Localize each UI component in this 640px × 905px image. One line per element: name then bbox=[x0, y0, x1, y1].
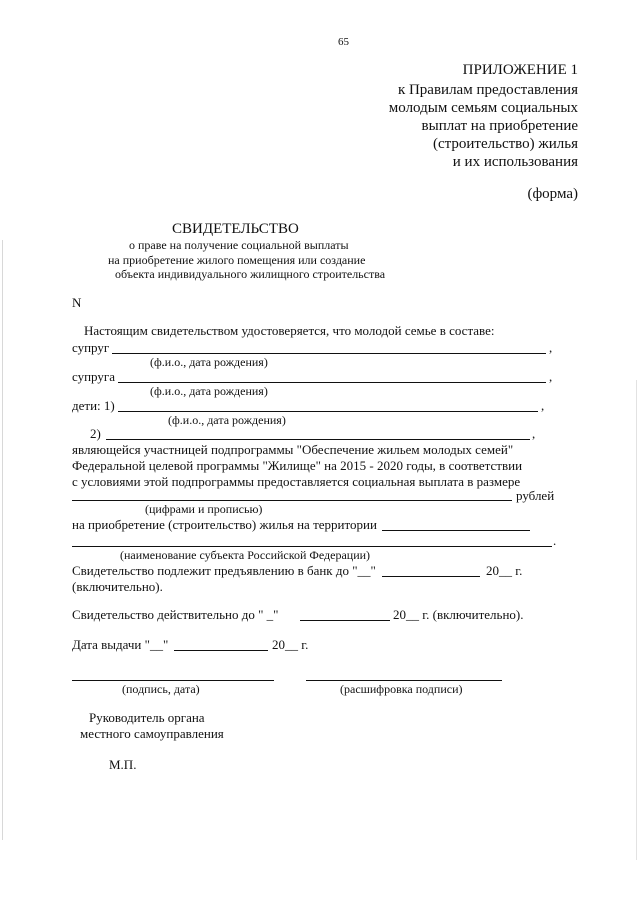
certificate-title: СВИДЕТЕЛЬСТВО bbox=[172, 221, 299, 237]
child2-input-line[interactable] bbox=[106, 439, 530, 440]
signature-input-line[interactable] bbox=[72, 680, 274, 681]
certificate-number-label: N bbox=[72, 295, 82, 310]
certificate-subtitle-3: объекта индивидуального жилищного строительства bbox=[115, 267, 386, 281]
intro-text: Настоящим свидетельством удостоверяется, что молодой семье в составе: bbox=[84, 323, 495, 338]
territory-label: на приобретение (строительство) жилья на территории bbox=[72, 517, 377, 532]
scan-edge-right bbox=[636, 380, 637, 860]
program-line-1: являющейся участницей подпрограммы "Обеспечение жильем молодых семей" bbox=[72, 442, 514, 457]
valid-until-text: Свидетельство действительно до " _" bbox=[72, 607, 279, 622]
valid-date-input-line[interactable] bbox=[300, 620, 390, 621]
official-title-line-1: Руководитель органа bbox=[89, 710, 205, 725]
form-label: (форма) bbox=[527, 186, 578, 202]
appendix-line-5: и их использования bbox=[452, 154, 578, 170]
program-line-2: Федеральной целевой программы "Жилище" на 2015 - 2020 годы, в соответствии bbox=[72, 458, 523, 473]
issue-date-input-line[interactable] bbox=[174, 650, 268, 651]
child2-label: 2) bbox=[90, 426, 101, 441]
husband-line-comma: , bbox=[549, 340, 553, 355]
amount-input-line[interactable] bbox=[72, 500, 512, 501]
certificate-subtitle-2: на приобретение жилого помещения или создание bbox=[108, 253, 366, 267]
signature-decode-hint: (расшифровка подписи) bbox=[340, 682, 463, 696]
child1-label: дети: 1) bbox=[72, 398, 115, 413]
wife-label: супруга bbox=[72, 369, 115, 384]
child1-input-line[interactable] bbox=[118, 411, 538, 412]
child1-line-comma: , bbox=[541, 398, 545, 413]
appendix-line-1: к Правилам предоставления bbox=[397, 82, 578, 98]
signature-decode-input-line[interactable] bbox=[306, 680, 502, 681]
bank-year-text: 20__ г. bbox=[486, 563, 523, 578]
husband-input-line[interactable] bbox=[112, 353, 546, 354]
appendix-line-2: молодым семьям социальных bbox=[388, 100, 578, 116]
appendix-title: ПРИЛОЖЕНИЕ 1 bbox=[462, 62, 578, 78]
certificate-subtitle-1: о праве на получение социальной выплаты bbox=[129, 238, 349, 252]
seal-label: М.П. bbox=[109, 757, 137, 772]
region-input-line[interactable] bbox=[72, 546, 552, 547]
valid-year-text: 20__ г. (включительно). bbox=[393, 607, 524, 622]
issue-year-text: 20__ г. bbox=[272, 637, 309, 652]
bank-deadline-text: Свидетельство подлежит предъявлению в банк до "__" bbox=[72, 563, 376, 578]
page-number: 65 bbox=[338, 36, 349, 48]
region-hint: (наименование субъекта Российской Федерации) bbox=[120, 548, 371, 562]
bank-date-input-line[interactable] bbox=[382, 576, 480, 577]
wife-line-comma: , bbox=[549, 369, 553, 384]
rubles-label: рублей bbox=[516, 488, 555, 503]
program-line-3: с условиями этой подпрограммы предоставляется социальная выплата в размере bbox=[72, 474, 521, 489]
husband-hint: (ф.и.о., дата рождения) bbox=[150, 355, 268, 369]
scan-edge-left bbox=[2, 240, 3, 840]
husband-label: супруг bbox=[72, 340, 110, 355]
child1-hint: (ф.и.о., дата рождения) bbox=[168, 413, 286, 427]
official-title-line-2: местного самоуправления bbox=[80, 726, 224, 741]
signature-hint: (подпись, дата) bbox=[122, 682, 200, 696]
issue-date-text: Дата выдачи "__" bbox=[72, 637, 169, 652]
bank-inclusive-text: (включительно). bbox=[72, 579, 163, 594]
region-line-period: . bbox=[553, 533, 557, 548]
appendix-line-4: (строительство) жилья bbox=[432, 136, 578, 152]
appendix-line-3: выплат на приобретение bbox=[421, 118, 578, 134]
child2-line-comma: , bbox=[532, 426, 536, 441]
wife-hint: (ф.и.о., дата рождения) bbox=[150, 384, 268, 398]
territory-input-line[interactable] bbox=[382, 530, 530, 531]
wife-input-line[interactable] bbox=[118, 382, 546, 383]
amount-hint: (цифрами и прописью) bbox=[145, 502, 263, 516]
